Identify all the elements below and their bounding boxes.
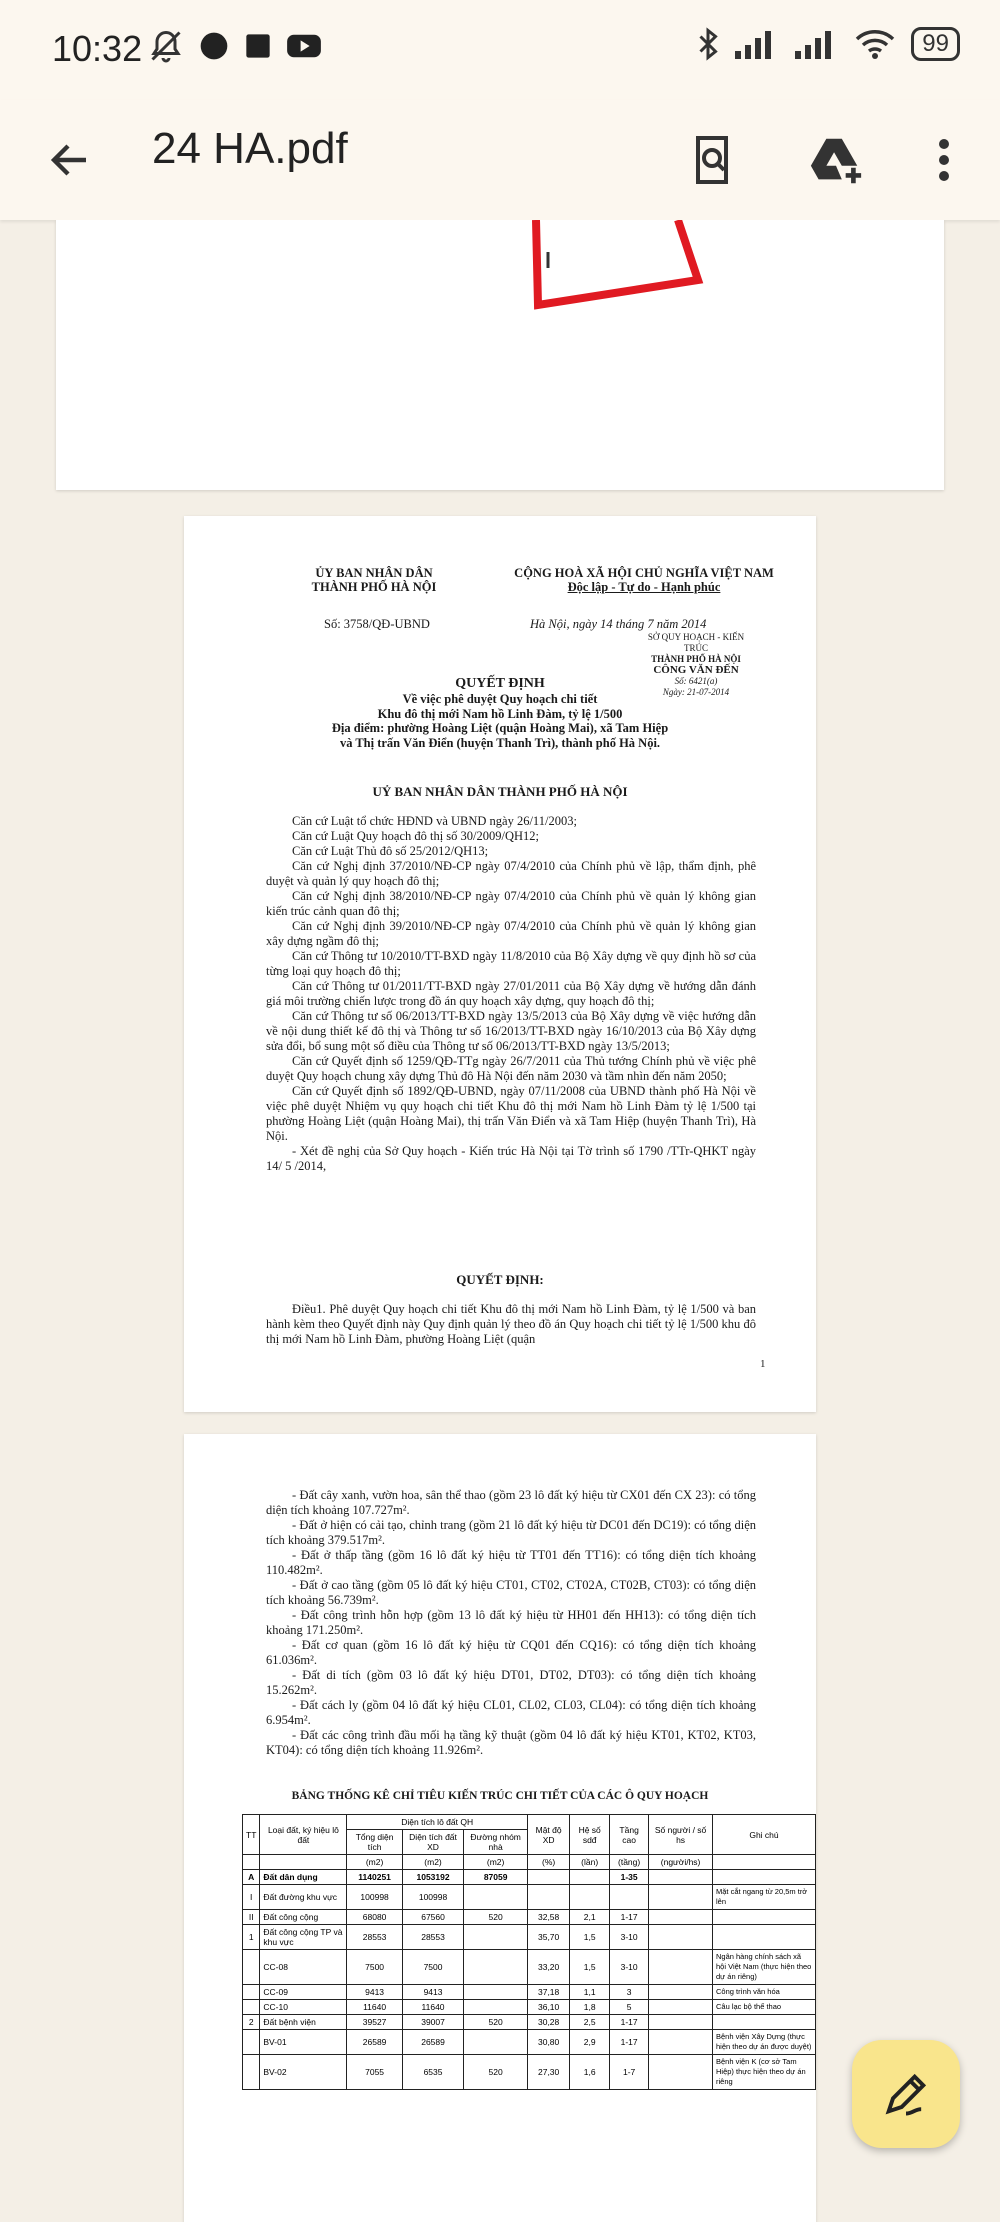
- land-use-item: - Đất ở cao tầng (gồm 05 lô đất ký hiệu CT01, CT02, CT02A, CT02B, CT03): có tổng diện tích khoảng 56.739m².: [266, 1578, 756, 1607]
- table-cell: 39007: [402, 2015, 463, 2030]
- legal-basis-item: Căn cứ Nghị định 37/2010/NĐ-CP ngày 07/4/2010 của Chính phủ về lập, thẩm định, phê duyệt và quản lý quy hoạch đô thị;: [266, 859, 756, 888]
- table-cell: [649, 1985, 713, 2000]
- legal-basis-item: Căn cứ Luật tổ chức HĐND và UBND ngày 26/11/2003;: [292, 814, 577, 828]
- table-cell: 2,1: [570, 1910, 610, 1925]
- table-row: [243, 1885, 816, 1910]
- file-title: 24 HA.pdf: [152, 124, 348, 173]
- table-header: Hệ số sdđ: [570, 1815, 610, 1855]
- document-title: QUYẾT ĐỊNH: [455, 676, 545, 691]
- table-cell: I: [243, 1885, 260, 1910]
- table-cell: [243, 1950, 260, 1985]
- table-cell: 26589: [402, 2030, 463, 2055]
- land-use-item: - Đất các công trình đầu mối hạ tầng kỹ thuật (gồm 04 lô đất ký hiệu KT01, KT02, KT03, KT04): có tổng diện tích khoảng 11.926m².: [266, 1728, 756, 1757]
- drive-add-icon: [807, 134, 865, 186]
- bluetooth-icon: [697, 26, 719, 62]
- search-document-icon: [688, 134, 736, 186]
- table-cell: Câu lạc bộ thể thao: [713, 2000, 816, 2015]
- land-use-item: - Đất cơ quan (gồm 16 lô đất ký hiệu từ CQ01 đến CQ16): có tổng diện tích khoảng 61.036m².: [266, 1638, 756, 1667]
- table-cell: BV-02: [260, 2055, 347, 2090]
- table-cell: Công trình văn hóa: [713, 1985, 816, 2000]
- more-options-button[interactable]: [904, 120, 984, 200]
- table-cell: 9413: [402, 1985, 463, 2000]
- stamp-line: SỞ QUY HOẠCH - KIẾN TRÚC: [647, 632, 745, 653]
- table-cell: 7055: [347, 2055, 402, 2090]
- table-cell: CC-08: [260, 1950, 347, 1985]
- table-header: TT: [243, 1815, 260, 1855]
- table-cell: [649, 2030, 713, 2055]
- table-cell: Đất bệnh viện: [260, 2015, 347, 2030]
- pdf-page-3: [184, 1434, 816, 2222]
- search-in-document-button[interactable]: [672, 120, 752, 200]
- table-cell: Đất đường khu vực: [260, 1885, 347, 1910]
- table-cell: 3: [610, 1985, 649, 2000]
- table-cell: 2,9: [570, 2030, 610, 2055]
- table-cell: Bệnh viện K (cơ sở Tam Hiệp) thực hiện theo dự án riêng: [713, 2055, 816, 2090]
- signal-icon: [735, 29, 779, 59]
- table-cell: 26589: [347, 2030, 402, 2055]
- bell-off-icon: [148, 28, 184, 64]
- national-header-line: Độc lập - Tự do - Hạnh phúc: [567, 580, 721, 594]
- table-row: [243, 1950, 816, 1985]
- table-cell: 1-35: [610, 1870, 649, 1885]
- wifi-icon: [855, 28, 895, 60]
- legal-basis-item: Căn cứ Thông tư 10/2010/TT-BXD ngày 11/8/2010 của Bộ Xây dựng về quy định hồ sơ của từng loại quy hoạch đô thị;: [266, 949, 756, 978]
- table-cell: Mặt cắt ngang từ 20,5m trở lên: [713, 1885, 816, 1910]
- table-title: BẢNG THỐNG KÊ CHỈ TIÊU KIẾN TRÚC CHI TIẾT CỦA CÁC Ô QUY HOẠCH: [291, 1790, 709, 1802]
- table-cell: 37,18: [527, 1985, 569, 2000]
- table-cell: 1,8: [570, 2000, 610, 2015]
- legal-basis-item: Căn cứ Nghị định 39/2010/NĐ-CP ngày 07/4/2010 của Chính phủ về quản lý không gian xây dựng ngầm đô thị;: [266, 919, 756, 948]
- table-unit-cell: (%): [527, 1855, 569, 1870]
- table-row: [243, 1870, 816, 1885]
- legal-basis-item: Căn cứ Luật Thủ đô số 25/2012/QH13;: [292, 844, 489, 858]
- table-cell: [570, 1885, 610, 1910]
- legal-basis-item: Căn cứ Luật Quy hoạch đô thị số 30/2009/QH12;: [292, 829, 540, 843]
- table-unit-cell: (m2): [402, 1855, 463, 1870]
- table-cell: Đất dân dụng: [260, 1870, 347, 1885]
- status-time: 10:32: [52, 28, 143, 69]
- table-cell: 39527: [347, 2015, 402, 2030]
- youtube-icon: [286, 32, 322, 60]
- table-cell: 11640: [402, 2000, 463, 2015]
- table-cell: 11640: [347, 2000, 402, 2015]
- table-cell: [649, 1950, 713, 1985]
- statistics-table-wrap: [242, 1814, 816, 2090]
- table-row: [243, 1925, 816, 1950]
- table-row: [243, 2055, 816, 2090]
- table-cell: [649, 1910, 713, 1925]
- stop-square-icon: [244, 32, 272, 60]
- subtitle-line: Địa điểm: phường Hoàng Liệt (quận Hoàng Mai), xã Tam Hiệp: [331, 721, 669, 735]
- table-cell: 520: [464, 2055, 528, 2090]
- table-cell: 1140251: [347, 1870, 402, 1885]
- legal-basis-item: Căn cứ Nghị định 38/2010/NĐ-CP ngày 07/4/2010 của Chính phủ về quản lý không gian kiến trúc cảnh quan đô thị;: [266, 889, 756, 918]
- statistics-table: [242, 1814, 816, 2090]
- app-bar: [0, 100, 1000, 220]
- table-cell: 9413: [347, 1985, 402, 2000]
- land-use-item: - Đất cây xanh, vườn hoa, sân thể thao (gồm 23 lô đất ký hiệu từ CX01 đến CX 23): có tổng diện tích khoảng 107.727m².: [266, 1488, 756, 1517]
- table-cell: [464, 1925, 528, 1950]
- table-cell: [713, 1925, 816, 1950]
- table-cell: 7500: [402, 1950, 463, 1985]
- table-cell: II: [243, 1910, 260, 1925]
- table-header: Loại đất, ký hiệu lô đất: [260, 1815, 347, 1855]
- more-vert-icon: [934, 136, 954, 184]
- table-unit-cell: [713, 1855, 816, 1870]
- table-cell: 520: [464, 1910, 528, 1925]
- table-cell: 36,10: [527, 2000, 569, 2015]
- legal-basis-item: Căn cứ Thông tư 01/2011/TT-BXD ngày 27/01/2011 của Bộ Xây dựng về hướng dẫn đánh giá môi trường chiến lược trong đồ án quy hoạch xây dựng, quy hoạch đô thị;: [266, 979, 756, 1008]
- table-cell: [713, 1910, 816, 1925]
- land-use-item: - Đất ở thấp tầng (gồm 16 lô đất ký hiệu từ TT01 đến TT16): có tổng diện tích khoảng 110.482m².: [266, 1548, 756, 1577]
- stamp-line: THÀNH PHỐ HÀ NỘI: [651, 654, 741, 664]
- table-cell: 100998: [347, 1885, 402, 1910]
- table-row: [243, 1985, 816, 2000]
- subtitle-line: và Thị trấn Văn Điển (huyện Thanh Trì), thành phố Hà Nội.: [339, 735, 661, 750]
- table-unit-cell: [260, 1855, 347, 1870]
- table-cell: 87059: [464, 1870, 528, 1885]
- table-cell: [527, 1885, 569, 1910]
- table-cell: 1,1: [570, 1985, 610, 2000]
- land-use-item: - Đất ở hiện có cải tạo, chỉnh trang (gồm 21 lô đất ký hiệu từ DC01 đến DC19): có tổng diện tích khoảng 379.517m².: [266, 1518, 756, 1547]
- table-cell: 28553: [402, 1925, 463, 1950]
- land-use-item: - Đất di tích (gồm 03 lô đất ký hiệu DT01, DT02, DT03): có tổng diện tích khoảng 15.262m².: [266, 1668, 756, 1697]
- table-header: Số người / số hs: [649, 1815, 713, 1855]
- national-header: [494, 566, 794, 594]
- authority-heading: UỶ BAN NHÂN DÂN THÀNH PHỐ HÀ NỘI: [372, 784, 628, 799]
- table-cell: [713, 1870, 816, 1885]
- table-cell: 1-7: [610, 2055, 649, 2090]
- save-to-drive-button[interactable]: [796, 120, 876, 200]
- arrow-back-icon: [46, 136, 94, 184]
- table-cell: 68080: [347, 1910, 402, 1925]
- table-cell: CC-10: [260, 2000, 347, 2015]
- table-cell: [527, 1870, 569, 1885]
- national-header-line: CỘNG HOÀ XÃ HỘI CHỦ NGHĨA VIỆT NAM: [514, 566, 774, 580]
- annotate-button[interactable]: [852, 2040, 960, 2148]
- table-cell: BV-01: [260, 2030, 347, 2055]
- table-cell: [570, 1870, 610, 1885]
- table-cell: [649, 1925, 713, 1950]
- stamp-line: CÔNG VĂN ĐẾN: [653, 664, 739, 676]
- legal-basis-item: Căn cứ Quyết định số 1892/QĐ-UBND, ngày 07/11/2008 của UBND thành phố Hà Nội về việc phê duyệt Nhiệm vụ quy hoạch chi tiết Khu đô thị mới Nam hồ Linh Đàm tỷ lệ 1/500 tại phường Hoàng Liệt (quận Hoàng Mai), thị trấn Văn Điển và xã Tam Hiệp (huyện Thanh Trì), Hà Nội.: [266, 1084, 756, 1143]
- table-cell: 2,5: [570, 2015, 610, 2030]
- legal-basis-item: Căn cứ Thông tư số 06/2013/TT-BXD ngày 13/5/2013 của Bộ Xây dựng về việc hướng dẫn về nội dung thiết kế đô thị và Thông tư số 16/2013/TT-BXD ngày 16/10/2013 của Bộ Xây dựng sửa đổi, bổ sung một số điều của Thông tư số 06/2013/TT-BXD ngày 13/5/2013;: [266, 1009, 756, 1053]
- table-cell: [464, 2000, 528, 2015]
- table-cell: 1053192: [402, 1870, 463, 1885]
- status-bar: [0, 0, 1000, 100]
- table-group-header: Diện tích lô đất QH: [347, 1815, 528, 1830]
- table-cell: 520: [464, 2015, 528, 2030]
- land-use-list: [266, 1488, 756, 1758]
- table-header: Tầng cao: [610, 1815, 649, 1855]
- table-cell: [464, 2030, 528, 2055]
- table-unit-cell: [243, 1855, 260, 1870]
- page-number: 1: [760, 1358, 766, 1370]
- document-subtitle: [254, 692, 746, 750]
- table-row: [243, 2000, 816, 2015]
- table-cell: Ngân hàng chính sách xã hội Việt Nam (thực hiện theo dự án riêng): [713, 1950, 816, 1985]
- table-cell: 6535: [402, 2055, 463, 2090]
- issuer-line: THÀNH PHỐ HÀ NỘI: [311, 580, 437, 594]
- table-header: Đường nhóm nhà: [464, 1830, 528, 1855]
- signal-icon-2: [795, 29, 839, 59]
- issuer-line: ỦY BAN NHÂN DÂN: [315, 566, 433, 580]
- table-cell: [464, 1950, 528, 1985]
- table-cell: [243, 2055, 260, 2090]
- table-unit-cell: (m2): [464, 1855, 528, 1870]
- table-units: [243, 1855, 816, 1870]
- table-units-row: [243, 1855, 816, 1870]
- table-header: Ghi chú: [713, 1815, 816, 1855]
- land-use-item: - Đất cách ly (gồm 04 lô đất ký hiệu CL01, CL02, CL03, CL04): có tổng diện tích khoảng 6.954m².: [266, 1698, 756, 1727]
- table-cell: Đất công cộng TP và khu vực: [260, 1925, 347, 1950]
- table-cell: 1-17: [610, 2015, 649, 2030]
- table-cell: 28553: [347, 1925, 402, 1950]
- table-cell: 7500: [347, 1950, 402, 1985]
- table-cell: 1,5: [570, 1925, 610, 1950]
- table-cell: 1,5: [570, 1950, 610, 1985]
- subtitle-line: Về việc phê duyệt Quy hoạch chi tiết: [402, 692, 598, 706]
- table-header: Diện tích đất XD: [402, 1830, 463, 1855]
- table-unit-cell: (lần): [570, 1855, 610, 1870]
- table-header-row: [243, 1815, 816, 1830]
- table-cell: 5: [610, 2000, 649, 2015]
- subtitle-line: Khu đô thị mới Nam hồ Linh Đàm, tỷ lệ 1/500: [377, 706, 623, 721]
- table-cell: 2: [243, 2015, 260, 2030]
- pdf-page-1: [56, 220, 944, 490]
- table-cell: 32,58: [527, 1910, 569, 1925]
- table-cell: 30,28: [527, 2015, 569, 2030]
- table-cell: [243, 2000, 260, 2015]
- table-cell: [649, 1885, 713, 1910]
- table-cell: 3-10: [610, 1925, 649, 1950]
- back-button[interactable]: [30, 120, 110, 200]
- table-cell: [464, 1885, 528, 1910]
- table-row: [243, 1910, 816, 1925]
- table-cell: [649, 1870, 713, 1885]
- table-row: [243, 2030, 816, 2055]
- issuer-header: [294, 566, 454, 594]
- legal-basis-item: Căn cứ Quyết định số 1259/QĐ-TTg ngày 26/7/2011 của Thủ tướng Chính phủ về việc phê duyệt Quy hoạch chung xây dựng Thủ đô Hà Nội đến năm 2030 và tầm nhìn đến năm 2050;: [266, 1054, 756, 1083]
- legal-basis-item: - Xét đề nghị của Sở Quy hoạch - Kiến trúc Hà Nội tại Tờ trình số 1790 /TTr-QHKT ngày 14/ 5 /2014,: [266, 1144, 756, 1173]
- red-boundary-drawing: [56, 220, 944, 490]
- table-cell: 27,30: [527, 2055, 569, 2090]
- table-cell: CC-09: [260, 1985, 347, 2000]
- decision-heading: QUYẾT ĐỊNH:: [456, 1272, 544, 1287]
- table-cell: [649, 2015, 713, 2030]
- table-cell: 1: [243, 1925, 260, 1950]
- table-cell: [649, 2055, 713, 2090]
- table-cell: [713, 2015, 816, 2030]
- table-unit-cell: (m2): [347, 1855, 402, 1870]
- pdf-page-2: [184, 516, 816, 1412]
- table-cell: 33,20: [527, 1950, 569, 1985]
- table-cell: 35,70: [527, 1925, 569, 1950]
- table-body: [243, 1870, 816, 2090]
- table-cell: [649, 2000, 713, 2015]
- pdf-viewer[interactable]: [0, 220, 1000, 2222]
- table-cell: A: [243, 1870, 260, 1885]
- table-cell: 100998: [402, 1885, 463, 1910]
- record-dot-icon: [198, 30, 230, 62]
- battery-level: 99: [911, 27, 960, 61]
- pen-edit-icon: [880, 2068, 932, 2120]
- legal-bases: [266, 814, 756, 1174]
- table-cell: Đất công cộng: [260, 1910, 347, 1925]
- table-cell: [243, 2030, 260, 2055]
- document-date: Hà Nội, ngày 14 tháng 7 năm 2014: [530, 617, 707, 631]
- stamp-line: Số: 6421(a): [674, 676, 718, 686]
- table-cell: Bệnh viện Xây Dựng (thực hiện theo dự án được duyệt): [713, 2030, 816, 2055]
- table-cell: 30,80: [527, 2030, 569, 2055]
- table-cell: [464, 1985, 528, 2000]
- table-cell: 3-10: [610, 1950, 649, 1985]
- table-cell: 1-17: [610, 1910, 649, 1925]
- table-cell: 67560: [402, 1910, 463, 1925]
- table-cell: 1-17: [610, 2030, 649, 2055]
- table-cell: 1,6: [570, 2055, 610, 2090]
- table-header: Tổng diện tích: [347, 1830, 402, 1855]
- table-header: Mật độ XD: [527, 1815, 569, 1855]
- table-unit-cell: (người/hs): [649, 1855, 713, 1870]
- table-row: [243, 2015, 816, 2030]
- table-unit-cell: (tầng): [610, 1855, 649, 1870]
- article-1: Điều1. Phê duyệt Quy hoạch chi tiết Khu đô thị mới Nam hồ Linh Đàm, tỷ lệ 1/500 và ban hành kèm theo Quyết định này Quy định quản lý theo đồ án Quy hoạch chi tiết tỷ lệ 1/500 khu đô thị mới Nam hồ Linh Đàm, phường Hoàng Liệt (quận: [266, 1302, 756, 1346]
- document-number: Số: 3758/QĐ-UBND: [324, 617, 430, 631]
- land-use-item: - Đất công trình hỗn hợp (gồm 13 lô đất ký hiệu từ HH01 đến HH13): có tổng diện tích khoảng 171.250m².: [266, 1608, 756, 1637]
- table-cell: [243, 1985, 260, 2000]
- stamp-line: Ngày: 21-07-2014: [662, 687, 730, 697]
- table-cell: [610, 1885, 649, 1910]
